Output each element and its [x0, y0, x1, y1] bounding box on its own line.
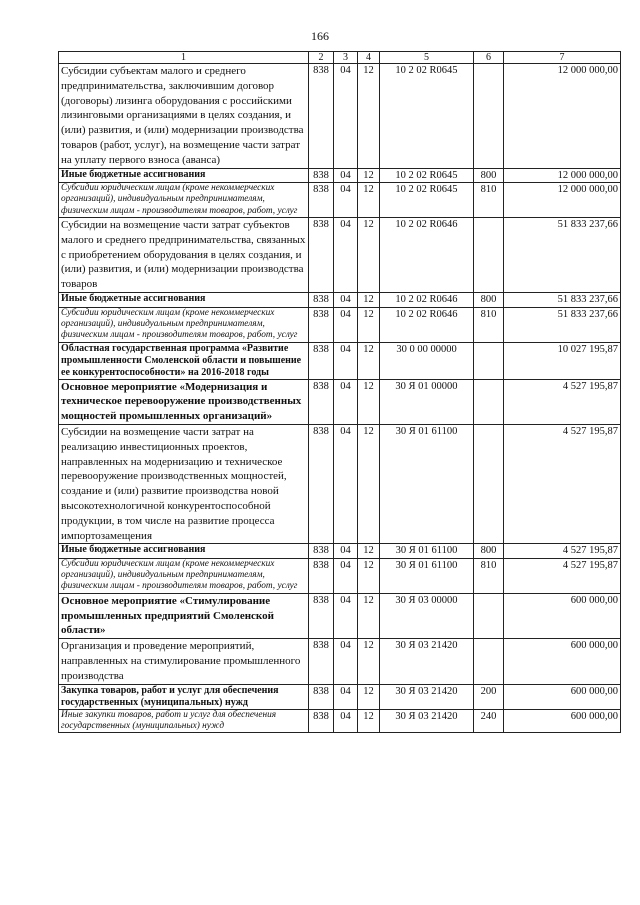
table-row: [59, 544, 621, 559]
subsection-code-cell: 12: [358, 293, 380, 308]
subsection-code-cell: 12: [358, 709, 380, 733]
amount-cell: 12 000 000,00: [504, 64, 621, 169]
subsection-code-cell: 12: [358, 64, 380, 169]
column-header: 2: [309, 52, 334, 64]
amount-cell: 4 527 195,87: [504, 424, 621, 543]
ministry-code-cell: 838: [309, 342, 334, 379]
row-name-cell: Субсидии юридическим лицам (кроме некоммерческих организаций), индивидуальным предпринимателям, физическим лицам - производителям товаров, работ, услуг: [59, 307, 309, 342]
expense-type-cell: 810: [474, 183, 504, 218]
ministry-code-cell: 838: [309, 639, 334, 684]
target-article-cell: 10 2 02 R0645: [380, 168, 474, 183]
table-row: [59, 168, 621, 183]
row-name-cell: Субсидии юридическим лицам (кроме некоммерческих организаций), индивидуальным предпринимателям, физическим лицам - производителям товаров, работ, услуг: [59, 558, 309, 593]
expense-type-cell: 800: [474, 293, 504, 308]
section-code-cell: 04: [334, 544, 358, 559]
table-row: [59, 709, 621, 733]
subsection-code-cell: 12: [358, 168, 380, 183]
column-header: 7: [504, 52, 621, 64]
target-article-cell: 30 Я 01 61100: [380, 558, 474, 593]
table-row: [59, 424, 621, 543]
table-row: [59, 342, 621, 379]
amount-cell: 600 000,00: [504, 639, 621, 684]
target-article-cell: 10 2 02 R0646: [380, 293, 474, 308]
expense-type-cell: 800: [474, 544, 504, 559]
target-article-cell: 30 Я 03 21420: [380, 639, 474, 684]
subsection-code-cell: 12: [358, 342, 380, 379]
ministry-code-cell: 838: [309, 709, 334, 733]
subsection-code-cell: 12: [358, 544, 380, 559]
section-code-cell: 04: [334, 424, 358, 543]
ministry-code-cell: 838: [309, 424, 334, 543]
row-name-cell: Закупка товаров, работ и услуг для обеспечения государственных (муниципальных) нужд: [59, 684, 309, 709]
subsection-code-cell: 12: [358, 558, 380, 593]
section-code-cell: 04: [334, 593, 358, 638]
amount-cell: 4 527 195,87: [504, 558, 621, 593]
subsection-code-cell: 12: [358, 379, 380, 424]
section-code-cell: 04: [334, 709, 358, 733]
target-article-cell: 30 0 00 00000: [380, 342, 474, 379]
target-article-cell: 30 Я 03 00000: [380, 593, 474, 638]
expense-type-cell: [474, 379, 504, 424]
table-row: [59, 379, 621, 424]
row-name-cell: Иные бюджетные ассигнования: [59, 544, 309, 559]
ministry-code-cell: 838: [309, 218, 334, 293]
column-header: 1: [59, 52, 309, 64]
expense-type-cell: [474, 639, 504, 684]
column-header: 4: [358, 52, 380, 64]
section-code-cell: 04: [334, 558, 358, 593]
section-code-cell: 04: [334, 183, 358, 218]
section-code-cell: 04: [334, 218, 358, 293]
expense-type-cell: [474, 64, 504, 169]
column-header: 5: [380, 52, 474, 64]
ministry-code-cell: 838: [309, 168, 334, 183]
subsection-code-cell: 12: [358, 218, 380, 293]
expense-type-cell: [474, 218, 504, 293]
row-name-cell: Областная государственная программа «Развитие промышленности Смоленской области и повышение ее конкурентоспособности» на 2016-2018 годы: [59, 342, 309, 379]
ministry-code-cell: 838: [309, 558, 334, 593]
amount-cell: 600 000,00: [504, 709, 621, 733]
target-article-cell: 30 Я 01 61100: [380, 544, 474, 559]
ministry-code-cell: 838: [309, 293, 334, 308]
expense-type-cell: [474, 342, 504, 379]
table-row: [59, 684, 621, 709]
table-row: [59, 558, 621, 593]
target-article-cell: 10 2 02 R0646: [380, 307, 474, 342]
target-article-cell: 30 Я 01 61100: [380, 424, 474, 543]
amount-cell: 51 833 237,66: [504, 307, 621, 342]
table-body: [59, 64, 621, 733]
table-row: [59, 218, 621, 293]
amount-cell: 12 000 000,00: [504, 183, 621, 218]
section-code-cell: 04: [334, 639, 358, 684]
target-article-cell: 10 2 02 R0646: [380, 218, 474, 293]
expense-type-cell: [474, 424, 504, 543]
amount-cell: 4 527 195,87: [504, 379, 621, 424]
ministry-code-cell: 838: [309, 684, 334, 709]
table-row: [59, 593, 621, 638]
amount-cell: 51 833 237,66: [504, 218, 621, 293]
row-name-cell: Иные закупки товаров, работ и услуг для обеспечения государственных (муниципальных) нужд: [59, 709, 309, 733]
subsection-code-cell: 12: [358, 424, 380, 543]
row-name-cell: Основное мероприятие «Стимулирование промышленных предприятий Смоленской области»: [59, 593, 309, 638]
table-header-row: [59, 52, 621, 64]
amount-cell: 600 000,00: [504, 593, 621, 638]
row-name-cell: Иные бюджетные ассигнования: [59, 293, 309, 308]
row-name-cell: Субсидии на возмещение части затрат субъектов малого и среднего предпринимательства, связанных с приобретением оборудования в целях создания, и (или) развития, и (или) модернизации производства товаров: [59, 218, 309, 293]
row-name-cell: Организация и проведение мероприятий, направленных на стимулирование промышленного производства: [59, 639, 309, 684]
expense-type-cell: 810: [474, 558, 504, 593]
subsection-code-cell: 12: [358, 183, 380, 218]
section-code-cell: 04: [334, 293, 358, 308]
target-article-cell: 30 Я 01 00000: [380, 379, 474, 424]
expense-type-cell: 800: [474, 168, 504, 183]
ministry-code-cell: 838: [309, 544, 334, 559]
section-code-cell: 04: [334, 307, 358, 342]
page-number: 166: [311, 29, 329, 43]
budget-table: [58, 51, 621, 733]
row-name-cell: Основное мероприятие «Модернизация и техническое перевооружение производственных мощностей промышленных организаций»: [59, 379, 309, 424]
subsection-code-cell: 12: [358, 639, 380, 684]
section-code-cell: 04: [334, 64, 358, 169]
table-row: [59, 293, 621, 308]
expense-type-cell: [474, 593, 504, 638]
ministry-code-cell: 838: [309, 593, 334, 638]
amount-cell: 4 527 195,87: [504, 544, 621, 559]
ministry-code-cell: 838: [309, 64, 334, 169]
amount-cell: 12 000 000,00: [504, 168, 621, 183]
column-header: 6: [474, 52, 504, 64]
row-name-cell: Иные бюджетные ассигнования: [59, 168, 309, 183]
ministry-code-cell: 838: [309, 307, 334, 342]
table-row: [59, 64, 621, 169]
table-row: [59, 639, 621, 684]
subsection-code-cell: 12: [358, 684, 380, 709]
amount-cell: 51 833 237,66: [504, 293, 621, 308]
ministry-code-cell: 838: [309, 183, 334, 218]
amount-cell: 10 027 195,87: [504, 342, 621, 379]
section-code-cell: 04: [334, 379, 358, 424]
table-row: [59, 183, 621, 218]
target-article-cell: 10 2 02 R0645: [380, 183, 474, 218]
expense-type-cell: 810: [474, 307, 504, 342]
section-code-cell: 04: [334, 168, 358, 183]
amount-cell: 600 000,00: [504, 684, 621, 709]
table-row: [59, 307, 621, 342]
expense-type-cell: 200: [474, 684, 504, 709]
subsection-code-cell: 12: [358, 593, 380, 638]
row-name-cell: Субсидии на возмещение части затрат на реализацию инвестиционных проектов, направленных на модернизацию и техническое перевооружение производственных мощностей, создание и (или) развитие производства новой высокотехнологичной конкурентоспособной продукции, в том числе на развитие процесса импортозамещения: [59, 424, 309, 543]
expense-type-cell: 240: [474, 709, 504, 733]
ministry-code-cell: 838: [309, 379, 334, 424]
target-article-cell: 30 Я 03 21420: [380, 684, 474, 709]
target-article-cell: 10 2 02 R0645: [380, 64, 474, 169]
row-name-cell: Субсидии субъектам малого и среднего предпринимательства, заключившим договор (договоры) лизинга оборудования с российскими лизинговыми организациями в целях создания, и (или) развития, и (или) модернизации производства товаров (работ, услуг), на возмещение части затрат на уплату первого взноса (аванса): [59, 64, 309, 169]
row-name-cell: Субсидии юридическим лицам (кроме некоммерческих организаций), индивидуальным предпринимателям, физическим лицам - производителям товаров, работ, услуг: [59, 183, 309, 218]
subsection-code-cell: 12: [358, 307, 380, 342]
column-header: 3: [334, 52, 358, 64]
section-code-cell: 04: [334, 684, 358, 709]
target-article-cell: 30 Я 03 21420: [380, 709, 474, 733]
section-code-cell: 04: [334, 342, 358, 379]
